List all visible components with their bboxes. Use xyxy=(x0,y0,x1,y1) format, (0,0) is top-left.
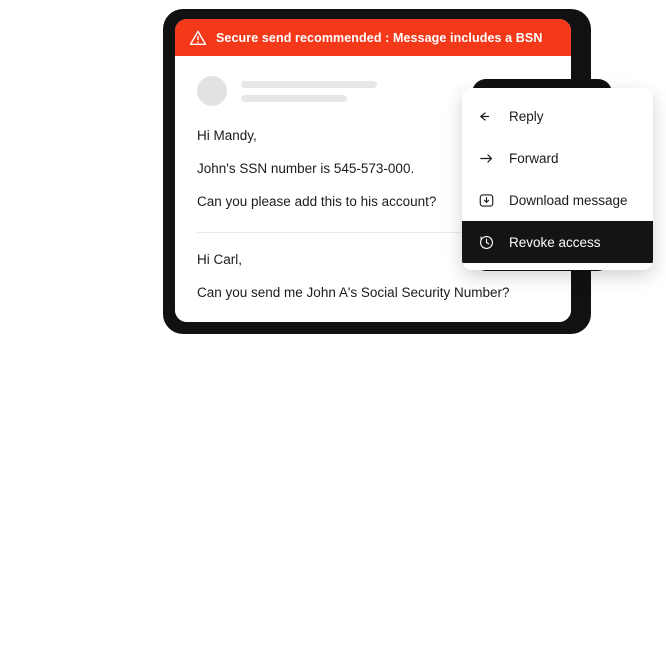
context-menu[interactable] xyxy=(462,88,653,270)
security-alert-banner xyxy=(175,19,571,56)
avatar xyxy=(197,76,227,106)
menu-item-reply[interactable] xyxy=(462,95,653,137)
skeleton-line xyxy=(241,81,377,88)
reply-arrow-icon xyxy=(478,108,495,125)
forward-arrow-icon xyxy=(478,150,495,167)
menu-item-label: Revoke access xyxy=(509,234,601,250)
message-line: Can you please add this to his account? xyxy=(197,194,437,210)
quoted-line: Hi Carl, xyxy=(197,251,243,267)
message-line: Hi Mandy, xyxy=(197,128,257,143)
menu-item-forward[interactable] xyxy=(462,137,653,179)
download-icon xyxy=(478,192,495,209)
revoke-clock-icon xyxy=(478,234,495,251)
menu-item-label: Forward xyxy=(509,150,559,166)
menu-item-revoke-access[interactable] xyxy=(462,221,653,263)
skeleton-line xyxy=(241,95,347,102)
menu-item-download-message[interactable] xyxy=(462,179,653,221)
security-alert-text: Secure send recommended : Message includes a BSN xyxy=(216,30,543,45)
message-line: John's SSN number is 545-573-000. xyxy=(197,161,415,177)
menu-item-label: Download message xyxy=(509,192,628,208)
quoted-line: Can you send me John A's Social Security Number? xyxy=(197,284,510,300)
sender-placeholder-lines xyxy=(241,81,377,102)
warning-triangle-icon xyxy=(189,29,207,47)
menu-item-label: Reply xyxy=(509,108,544,124)
